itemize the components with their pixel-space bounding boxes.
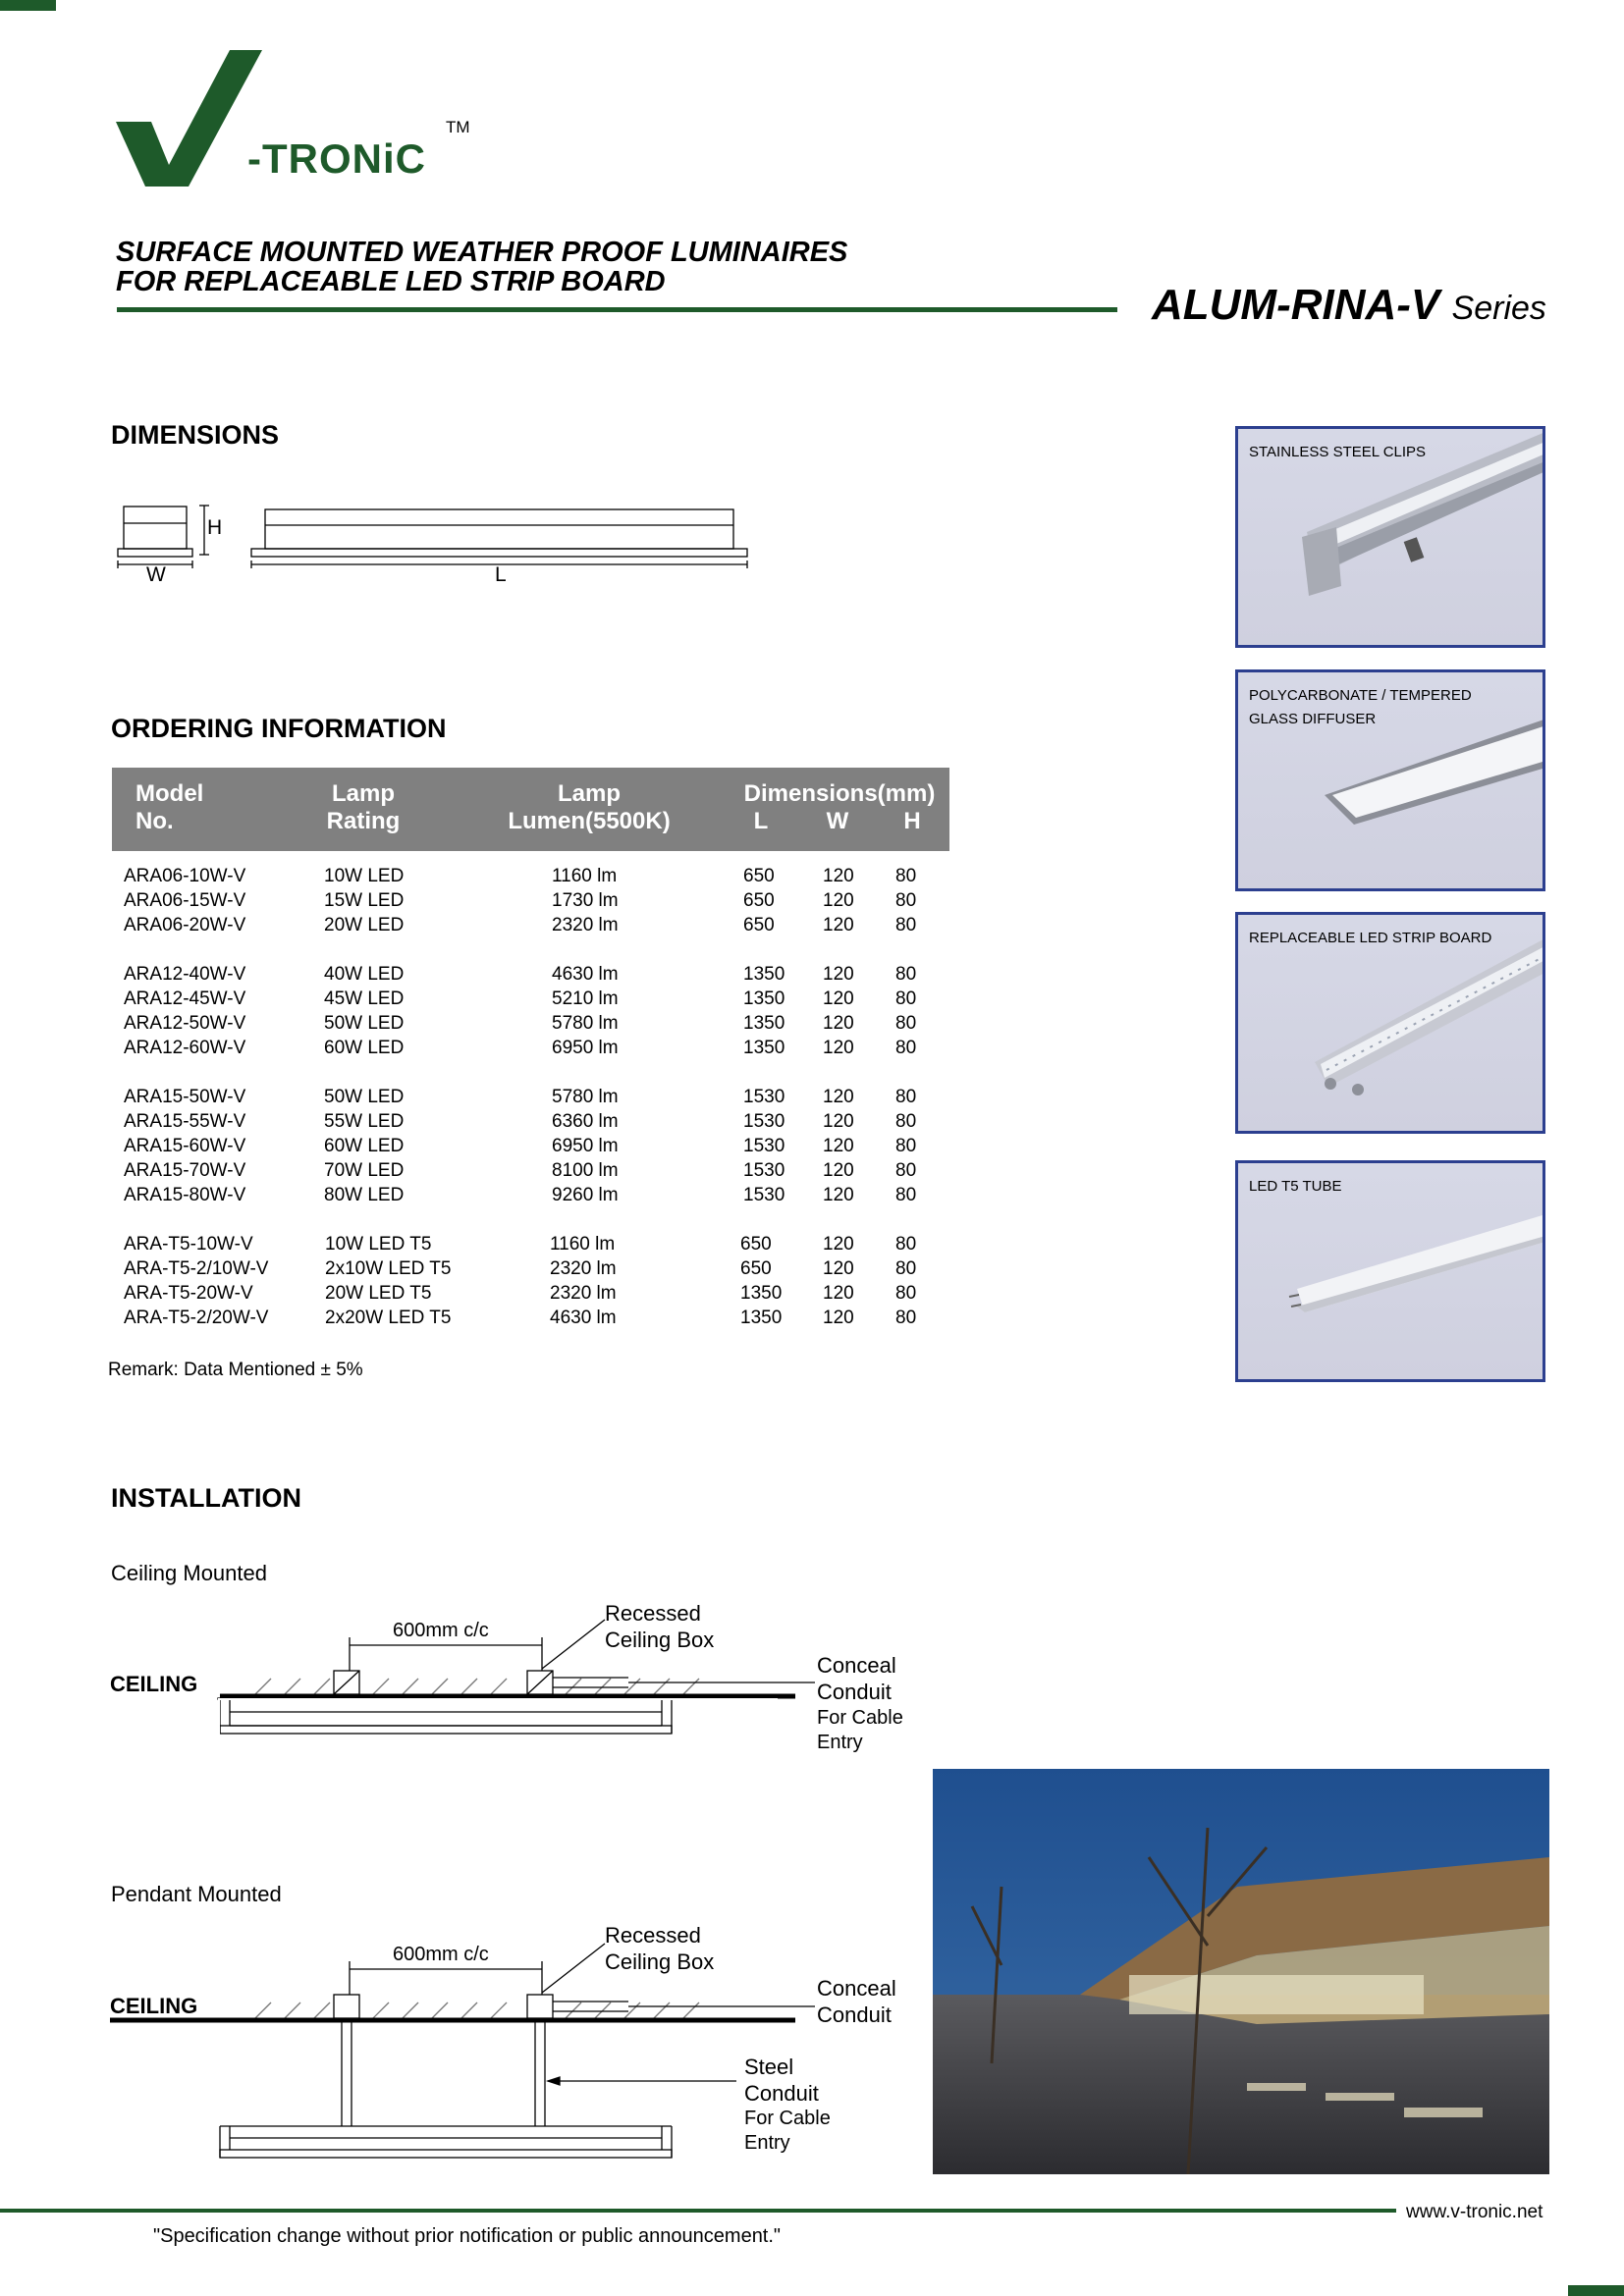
cell-h: 80 (895, 1013, 917, 1034)
table-row (0, 915, 982, 939)
cell-w: 120 (823, 1136, 854, 1156)
cell-model: ARA15-55W-V (124, 1111, 246, 1132)
table-header (112, 768, 949, 851)
cell-w: 120 (823, 1038, 854, 1058)
cell-rating: 80W LED (324, 1185, 405, 1205)
cell-lumen: 2320 lm (550, 1258, 617, 1279)
cell-model: ARA06-20W-V (124, 915, 246, 935)
diffuser-photo-icon (1238, 672, 1543, 888)
cell-w: 120 (823, 1185, 854, 1205)
cell-l: 1530 (743, 1111, 785, 1132)
cell-lumen: 6950 lm (552, 1038, 619, 1058)
table-row (0, 1136, 982, 1160)
pendant-spacing-label: 600mm c/c (393, 1944, 489, 1965)
pendant-ceiling-label: CEILING (110, 1994, 198, 2018)
cell-lumen: 4630 lm (552, 964, 619, 985)
ceiling-cable-entry-label: For Cable Entry (817, 1707, 903, 1753)
col-w: W (826, 808, 849, 834)
cell-rating: 2x20W LED T5 (325, 1308, 452, 1328)
cell-lumen: 2320 lm (552, 915, 619, 935)
cell-model: ARA-T5-20W-V (124, 1283, 253, 1304)
cell-h: 80 (895, 915, 917, 935)
ordering-heading: ORDERING INFORMATION (111, 714, 447, 743)
trademark-mark: TM (446, 118, 470, 136)
ceiling-spacing-label: 600mm c/c (393, 1620, 489, 1641)
cell-w: 120 (823, 915, 854, 935)
cell-lumen: 6360 lm (552, 1111, 619, 1132)
cell-model: ARA15-70W-V (124, 1160, 246, 1181)
table-row (0, 1308, 982, 1332)
feature-card-strip-board (1235, 912, 1545, 1134)
dimensions-heading: DIMENSIONS (111, 420, 280, 450)
col-rating: Lamp Rating (326, 780, 401, 834)
cell-l: 650 (743, 890, 775, 911)
cell-h: 80 (895, 1111, 917, 1132)
cell-rating: 45W LED (324, 988, 405, 1009)
cell-l: 650 (740, 1258, 772, 1279)
cell-rating: 70W LED (324, 1160, 405, 1181)
cell-l: 1350 (743, 988, 785, 1009)
cell-model: ARA12-60W-V (124, 1038, 246, 1058)
cell-w: 120 (823, 964, 854, 985)
cell-model: ARA12-50W-V (124, 1013, 246, 1034)
cell-w: 120 (823, 1013, 854, 1034)
cell-model: ARA15-80W-V (124, 1185, 246, 1205)
cell-rating: 60W LED (324, 1038, 405, 1058)
cell-lumen: 1160 lm (550, 1234, 616, 1255)
cell-rating: 10W LED (324, 866, 405, 886)
cell-lumen: 9260 lm (552, 1185, 619, 1205)
cell-w: 120 (823, 1087, 854, 1107)
installation-heading: INSTALLATION (111, 1483, 301, 1513)
cell-lumen: 4630 lm (550, 1308, 617, 1328)
cell-h: 80 (895, 1160, 917, 1181)
cell-l: 1530 (743, 1160, 785, 1181)
stainless-clip-photo-icon (1238, 429, 1543, 645)
pendant-mounted-title: Pendant Mounted (111, 1882, 282, 1906)
cell-rating: 20W LED (324, 915, 405, 935)
ceiling-conceal-conduit-label: Conceal Conduit (817, 1653, 896, 1704)
cell-rating: 50W LED (324, 1013, 405, 1034)
cell-l: 650 (740, 1234, 772, 1255)
cell-rating: 2x10W LED T5 (325, 1258, 452, 1279)
cell-l: 650 (743, 915, 775, 935)
table-row (0, 890, 982, 915)
col-model: Model No. (135, 780, 204, 834)
cell-h: 80 (895, 1234, 917, 1255)
disclaimer-text: "Specification change without prior notification or public announcement." (153, 2225, 782, 2247)
cell-h: 80 (895, 1308, 917, 1328)
corner-accent-bottom (1568, 2285, 1624, 2296)
cell-w: 120 (823, 1258, 854, 1279)
footer-rule (0, 2209, 1396, 2213)
cell-rating: 50W LED (324, 1087, 405, 1107)
cell-w: 120 (823, 1111, 854, 1132)
col-h: H (903, 808, 921, 834)
cell-l: 1350 (740, 1308, 783, 1328)
cell-lumen: 2320 lm (550, 1283, 617, 1304)
col-lumen: Lamp Lumen(5500K) (508, 780, 671, 834)
dim-label-l: L (495, 563, 507, 586)
title-line-1: SURFACE MOUNTED WEATHER PROOF LUMINAIRES (116, 237, 848, 268)
cell-l: 1350 (743, 1038, 785, 1058)
ceiling-luminaire-drawing (220, 1700, 681, 1739)
cell-model: ARA-T5-10W-V (124, 1234, 253, 1255)
cell-w: 120 (823, 988, 854, 1009)
checkmark-logo-icon (110, 47, 267, 189)
feature-card-t5-tube (1235, 1160, 1545, 1382)
cell-w: 120 (823, 866, 854, 886)
table-row (0, 1087, 982, 1111)
cell-h: 80 (895, 1258, 917, 1279)
ceiling-label: CEILING (110, 1672, 198, 1696)
cell-w: 120 (823, 1283, 854, 1304)
table-row (0, 1258, 982, 1283)
table-row (0, 866, 982, 890)
cell-h: 80 (895, 1185, 917, 1205)
cell-rating: 15W LED (324, 890, 405, 911)
cell-lumen: 5780 lm (552, 1087, 619, 1107)
ceiling-recessed-box-label: Recessed Ceiling Box (605, 1601, 715, 1652)
brand-name: -TRONiC (247, 135, 426, 182)
t5-tube-photo-icon (1238, 1163, 1543, 1379)
title-rule (117, 307, 1117, 312)
cell-l: 1350 (743, 1013, 785, 1034)
cell-rating: 20W LED T5 (325, 1283, 432, 1304)
cell-model: ARA15-50W-V (124, 1087, 246, 1107)
table-row (0, 1234, 982, 1258)
feature-label-diffuser: POLYCARBONATE / TEMPERED GLASS DIFFUSER (1249, 687, 1472, 727)
cell-model: ARA06-10W-V (124, 866, 246, 886)
remark-text: Remark: Data Mentioned ± 5% (108, 1360, 363, 1380)
table-row (0, 1038, 982, 1062)
table-row (0, 1185, 982, 1209)
cell-lumen: 6950 lm (552, 1136, 619, 1156)
table-row (0, 1013, 982, 1038)
feature-label-clips: STAINLESS STEEL CLIPS (1249, 444, 1427, 460)
pendant-recessed-box-label: Recessed Ceiling Box (605, 1923, 715, 1974)
series-suffix: Series (1451, 290, 1546, 327)
col-dimensions: Dimensions(mm) (743, 780, 936, 807)
cell-h: 80 (895, 1087, 917, 1107)
ceiling-mounted-title: Ceiling Mounted (111, 1561, 267, 1585)
col-l: L (753, 808, 769, 834)
title-line-2: FOR REPLACEABLE LED STRIP BOARD (116, 266, 666, 297)
cell-l: 1350 (740, 1283, 783, 1304)
document-title (116, 238, 847, 296)
cell-l: 650 (743, 866, 775, 886)
series-name: ALUM-RINA-V (1152, 281, 1440, 329)
cell-h: 80 (895, 964, 917, 985)
cell-lumen: 5780 lm (552, 1013, 619, 1034)
led-strip-photo-icon (1238, 915, 1543, 1131)
cell-l: 1350 (743, 964, 785, 985)
cell-lumen: 8100 lm (552, 1160, 619, 1181)
feature-card-diffuser (1235, 669, 1545, 891)
series-title (1152, 281, 1546, 330)
cell-rating: 60W LED (324, 1136, 405, 1156)
cell-h: 80 (895, 1136, 917, 1156)
cell-rating: 40W LED (324, 964, 405, 985)
cell-rating: 55W LED (324, 1111, 405, 1132)
cell-rating: 10W LED T5 (325, 1234, 432, 1255)
cell-h: 80 (895, 988, 917, 1009)
cell-l: 1530 (743, 1185, 785, 1205)
cell-lumen: 1160 lm (552, 866, 618, 886)
feature-label-strip-board: REPLACEABLE LED STRIP BOARD (1249, 930, 1492, 946)
cell-model: ARA-T5-2/10W-V (124, 1258, 269, 1279)
cell-l: 1530 (743, 1136, 785, 1156)
canopy-night-photo (933, 1769, 1549, 2174)
dimension-drawing (108, 496, 766, 594)
feature-label-t5-tube: LED T5 TUBE (1249, 1178, 1342, 1195)
cell-model: ARA12-40W-V (124, 964, 246, 985)
cell-model: ARA06-15W-V (124, 890, 246, 911)
website-link[interactable]: www.v-tronic.net (1406, 2202, 1543, 2222)
cell-lumen: 1730 lm (552, 890, 619, 911)
dim-label-w: W (146, 563, 166, 586)
cell-h: 80 (895, 866, 917, 886)
cell-w: 120 (823, 1234, 854, 1255)
cell-h: 80 (895, 890, 917, 911)
pendant-conceal-conduit-label: Conceal Conduit (817, 1976, 896, 2027)
cell-w: 120 (823, 890, 854, 911)
table-row (0, 1283, 982, 1308)
cell-lumen: 5210 lm (552, 988, 619, 1009)
cell-h: 80 (895, 1038, 917, 1058)
dim-label-h: H (207, 516, 223, 539)
cell-w: 120 (823, 1308, 854, 1328)
corner-accent-top (0, 0, 56, 11)
cell-l: 1530 (743, 1087, 785, 1107)
cell-model: ARA15-60W-V (124, 1136, 246, 1156)
table-row (0, 988, 982, 1013)
pendant-cable-entry-label: For Cable Entry (744, 2108, 831, 2154)
cell-h: 80 (895, 1283, 917, 1304)
cell-model: ARA-T5-2/20W-V (124, 1308, 269, 1328)
feature-card-clips (1235, 426, 1545, 648)
table-row (0, 964, 982, 988)
cell-model: ARA12-45W-V (124, 988, 246, 1009)
table-row (0, 1160, 982, 1185)
table-row (0, 1111, 982, 1136)
cell-w: 120 (823, 1160, 854, 1181)
steel-conduit-label: Steel Conduit (744, 2055, 819, 2106)
